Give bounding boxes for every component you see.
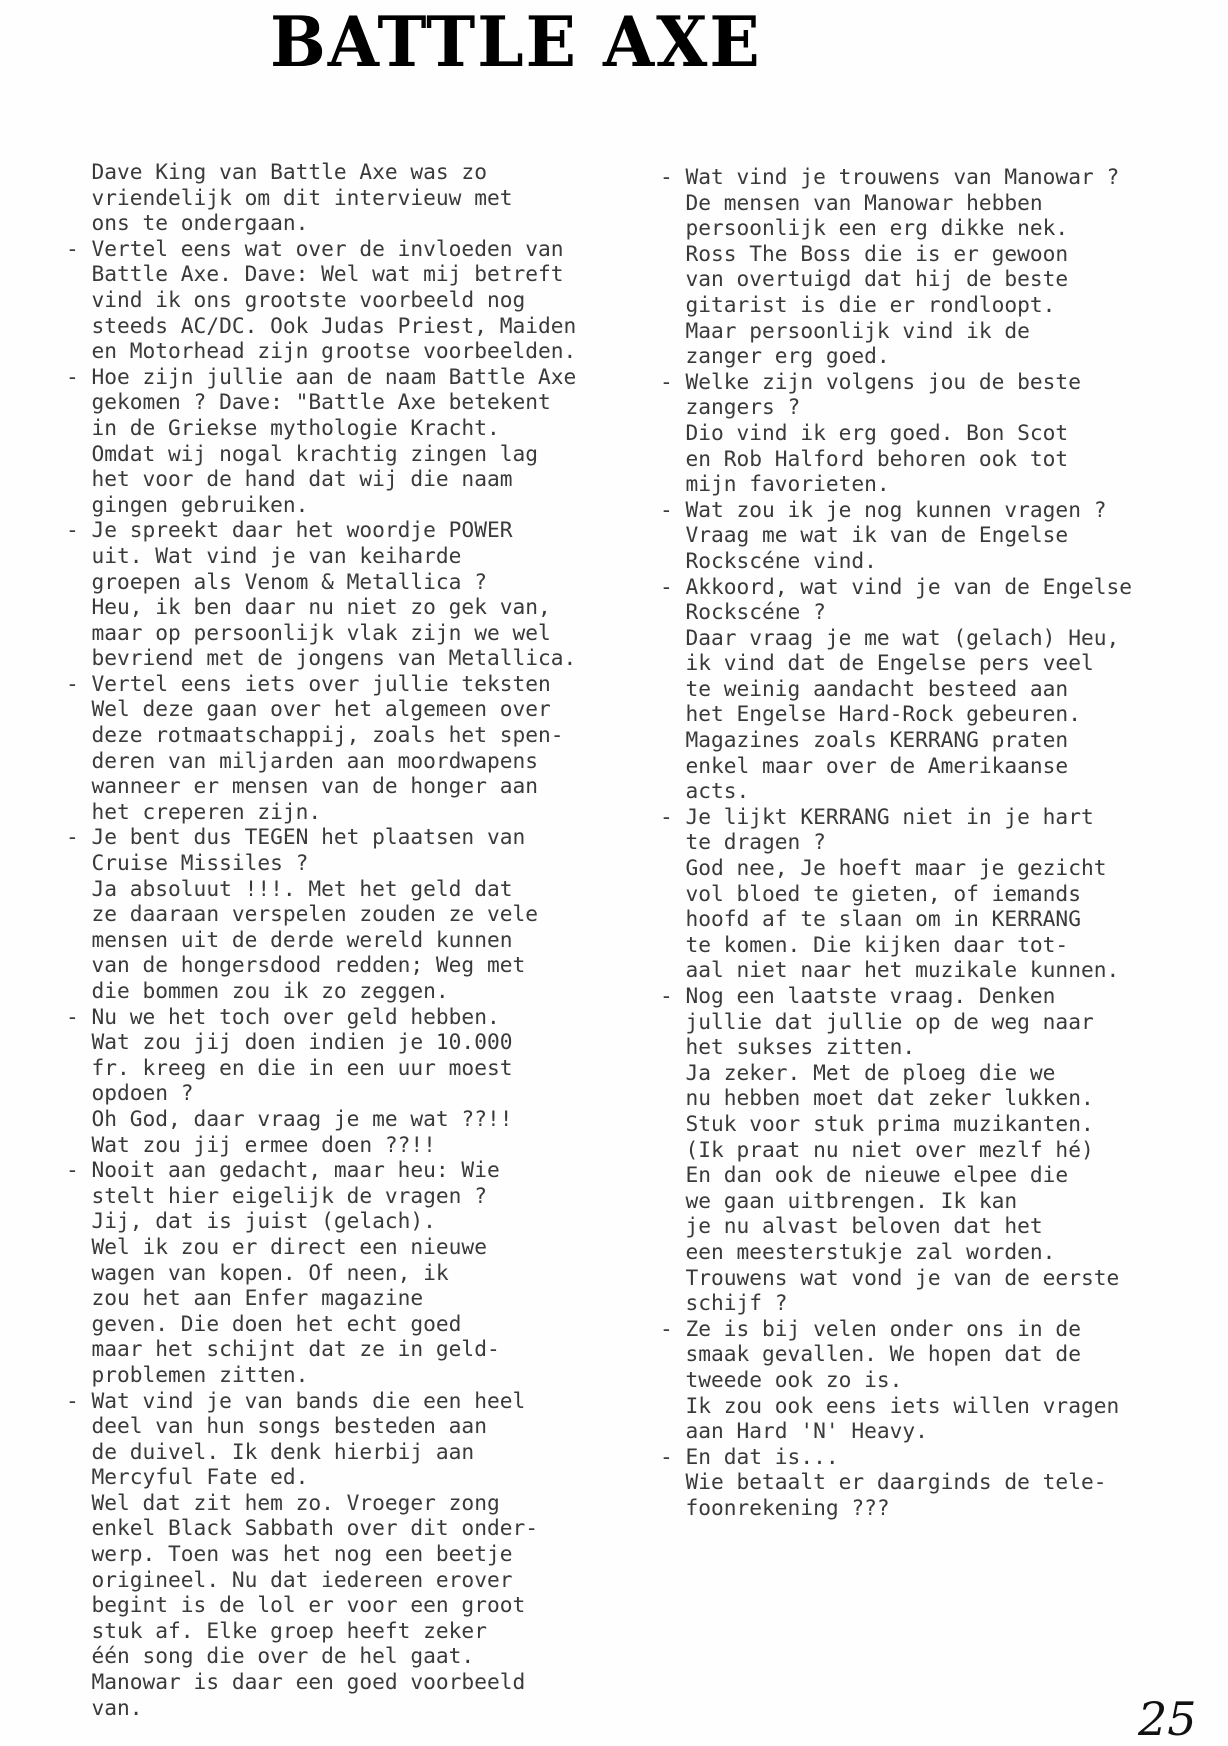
text-line: Battle Axe. Dave: Wel wat mij betreft bbox=[66, 261, 564, 287]
right-column-text bbox=[660, 164, 1220, 1520]
text-line: vriendelijk om dit intervieuw met bbox=[66, 184, 513, 210]
text-line: maar het schijnt dat ze in geld- bbox=[66, 1336, 500, 1362]
text-line: - Hoe zijn jullie aan de naam Battle Axe bbox=[66, 363, 577, 389]
text-line: bevriend met de jongens van Metallica. bbox=[66, 645, 577, 671]
text-line: wanneer er mensen van de honger aan bbox=[66, 773, 538, 799]
text-line: aan Hard 'N' Heavy. bbox=[660, 1418, 928, 1444]
text-line: schijf ? bbox=[660, 1290, 788, 1316]
text-line: steeds AC/DC. Ook Judas Priest, Maiden bbox=[66, 312, 577, 338]
text-line: foonrekening ??? bbox=[660, 1494, 890, 1520]
text-line: - Nog een laatste vraag. Denken bbox=[660, 983, 1056, 1008]
text-line: deren van miljarden aan moordwapens bbox=[66, 747, 538, 773]
text-line: - Je bent dus TEGEN het plaatsen van bbox=[66, 824, 526, 850]
text-line: - Nu we het toch over geld hebben. bbox=[66, 1003, 500, 1029]
text-line: Wat zou jij doen indien je 10.000 bbox=[66, 1029, 513, 1055]
text-line: opdoen ? bbox=[66, 1080, 194, 1106]
text-line: enkel Black Sabbath over dit onder- bbox=[66, 1515, 538, 1541]
text-line: groepen als Venom & Metallica ? bbox=[66, 568, 487, 594]
text-line: Ross The Boss die is er gewoon bbox=[660, 240, 1069, 266]
text-line: jullie dat jullie op de weg naar bbox=[660, 1008, 1094, 1034]
text-line: een meesterstukje zal worden. bbox=[660, 1238, 1056, 1264]
text-line: werp. Toen was het nog een beetje bbox=[66, 1541, 513, 1567]
text-line: - Vertel eens iets over jullie teksten bbox=[66, 670, 551, 696]
text-line: - Je spreekt daar het woordje POWER bbox=[66, 517, 513, 543]
text-line: origineel. Nu dat iedereen erover bbox=[66, 1566, 513, 1592]
text-line: God nee, Je hoeft maar je gezicht bbox=[660, 855, 1107, 881]
text-line: persoonlijk een erg dikke nek. bbox=[660, 215, 1069, 241]
text-line: Vraag me wat ik van de Engelse bbox=[660, 522, 1069, 548]
text-line: ons te ondergaan. bbox=[66, 210, 309, 236]
text-line: maar op persoonlijk vlak zijn we wel bbox=[66, 619, 551, 645]
text-line: te komen. Die kijken daar tot- bbox=[660, 931, 1069, 957]
text-line: - Akkoord, wat vind je van de Engelse bbox=[660, 573, 1132, 599]
text-line: Daar vraag je me wat (gelach) Heu, bbox=[660, 624, 1120, 650]
text-line: Mercyful Fate ed. bbox=[66, 1464, 309, 1490]
text-line: gekomen ? Dave: "Battle Axe betekent bbox=[66, 389, 551, 415]
text-line: nu hebben moet dat zeker lukken. bbox=[660, 1085, 1094, 1111]
text-line: de duivel. Ik denk hierbij aan bbox=[66, 1438, 475, 1464]
text-line: Jij, dat is juist (gelach). bbox=[66, 1208, 436, 1234]
page-number: 25 bbox=[1138, 1692, 1197, 1746]
text-line: Cruise Missiles ? bbox=[66, 850, 309, 876]
text-line: Rockscéne ? bbox=[660, 599, 826, 625]
text-line: zangers ? bbox=[660, 394, 801, 420]
text-line: Manowar is daar een goed voorbeeld bbox=[66, 1669, 526, 1695]
text-line: Trouwens wat vond je van de eerste bbox=[660, 1264, 1120, 1290]
text-line: - Je lijkt KERRANG niet in je hart bbox=[660, 803, 1094, 829]
text-line: ik vind dat de Engelse pers veel bbox=[660, 650, 1094, 676]
text-line: Ja absoluut !!!. Met het geld dat bbox=[66, 875, 513, 901]
text-line: Wie betaalt er daarginds de tele- bbox=[660, 1469, 1107, 1495]
text-line: Oh God, daar vraag je me wat ??!! bbox=[66, 1105, 513, 1131]
text-line: wagen van kopen. Of neen, ik bbox=[66, 1259, 449, 1285]
text-line: deze rotmaatschappij, zoals het spen- bbox=[66, 722, 564, 748]
text-line: - Ze is bij velen onder ons in de bbox=[660, 1315, 1081, 1341]
text-line: van. bbox=[66, 1694, 143, 1720]
text-line: en Rob Halford behoren ook tot bbox=[660, 445, 1069, 471]
text-line: en Motorhead zijn grootse voorbeelden. bbox=[66, 338, 577, 364]
text-line: Omdat wij nogal krachtig zingen lag bbox=[66, 440, 538, 466]
text-line: mensen uit de derde wereld kunnen bbox=[66, 926, 513, 952]
text-line: stuk af. Elke groep heeft zeker bbox=[66, 1617, 487, 1643]
text-line: uit. Wat vind je van keiharde bbox=[66, 542, 462, 568]
text-line: te weinig aandacht besteed aan bbox=[660, 675, 1069, 701]
text-line: acts. bbox=[660, 778, 750, 804]
text-line: van overtuigd dat hij de beste bbox=[660, 266, 1069, 292]
text-line: smaak gevallen. We hopen dat de bbox=[660, 1341, 1081, 1367]
text-line: Stuk voor stuk prima muzikanten. bbox=[660, 1110, 1094, 1136]
text-line: Magazines zoals KERRANG praten bbox=[660, 727, 1069, 753]
text-line: in de Griekse mythologie Kracht. bbox=[66, 414, 500, 440]
text-line: - Wat zou ik je nog kunnen vragen ? bbox=[660, 496, 1107, 522]
text-line: deel van hun songs besteden aan bbox=[66, 1413, 487, 1439]
text-line: vind ik ons grootste voorbeeld nog bbox=[66, 286, 526, 312]
text-line: het creperen zijn. bbox=[66, 798, 322, 824]
text-line: - Vertel eens wat over de invloeden van bbox=[66, 235, 564, 261]
text-line: gingen gebruiken. bbox=[66, 491, 309, 517]
text-line: die bommen zou ik zo zeggen. bbox=[66, 978, 449, 1003]
text-line: stelt hier eigelijk de vragen ? bbox=[66, 1182, 487, 1208]
text-line: begint is de lol er voor een groot bbox=[66, 1592, 526, 1618]
text-line: - Welke zijn volgens jou de beste bbox=[660, 368, 1081, 394]
left-column-text bbox=[66, 159, 706, 1720]
text-line: problemen zitten. bbox=[66, 1361, 309, 1387]
text-line: - Wat vind je van bands die een heel bbox=[66, 1387, 526, 1413]
text-line: zanger erg goed. bbox=[660, 343, 890, 369]
text-line: - En dat is... bbox=[660, 1443, 839, 1469]
text-line: De mensen van Manowar hebben bbox=[660, 189, 1043, 215]
text-line: Maar persoonlijk vind ik de bbox=[660, 317, 1030, 343]
text-line: fr. kreeg en die in een uur moest bbox=[66, 1054, 513, 1080]
text-line: aal niet naar het muzikale kunnen. bbox=[660, 957, 1120, 983]
text-line: Wel dat zit hem zo. Vroeger zong bbox=[66, 1489, 500, 1515]
text-line: - Nooit aan gedacht, maar heu: Wie bbox=[66, 1157, 500, 1183]
text-line: Dio vind ik erg goed. Bon Scot bbox=[660, 419, 1069, 445]
text-line: Heu, ik ben daar nu niet zo gek van, bbox=[66, 594, 551, 620]
text-line: (Ik praat nu niet over mezlf hé) bbox=[660, 1136, 1094, 1162]
text-line: het Engelse Hard-Rock gebeuren. bbox=[660, 701, 1081, 727]
text-line: van de hongersdood redden; Weg met bbox=[66, 952, 526, 978]
text-line: het voor de hand dat wij die naam bbox=[66, 466, 513, 492]
text-line: Ik zou ook eens iets willen vragen bbox=[660, 1392, 1120, 1418]
text-line: één song die over de hel gaat. bbox=[66, 1643, 475, 1669]
masthead-title: BATTLE AXE bbox=[270, 1, 762, 83]
text-line: hoofd af te slaan om in KERRANG bbox=[660, 906, 1081, 932]
text-line: we gaan uitbrengen. Ik kan bbox=[660, 1187, 1018, 1213]
text-line: Rockscéne vind. bbox=[660, 547, 877, 573]
text-line: zou het aan Enfer magazine bbox=[66, 1285, 424, 1311]
text-line: ze daaraan verspelen zouden ze vele bbox=[66, 901, 538, 927]
text-line: vol bloed te gieten, of iemands bbox=[660, 880, 1081, 906]
text-line: enkel maar over de Amerikaanse bbox=[660, 752, 1069, 778]
text-line: het sukses zitten. bbox=[660, 1034, 916, 1060]
text-line: mijn favorieten. bbox=[660, 471, 890, 497]
text-line: tweede ook zo is. bbox=[660, 1366, 903, 1392]
text-line: geven. Die doen het echt goed bbox=[66, 1310, 462, 1336]
text-line: Ja zeker. Met de ploeg die we bbox=[660, 1059, 1056, 1085]
text-line: Dave King van Battle Axe was zo bbox=[66, 159, 487, 184]
text-line: En dan ook de nieuwe elpee die bbox=[660, 1162, 1069, 1188]
text-line: - Wat vind je trouwens van Manowar ? bbox=[660, 164, 1120, 189]
text-line: Wel ik zou er direct een nieuwe bbox=[66, 1233, 487, 1259]
text-line: gitarist is die er rondloopt. bbox=[660, 291, 1056, 317]
text-line: te dragen ? bbox=[660, 829, 826, 855]
text-line: je nu alvast beloven dat het bbox=[660, 1213, 1043, 1239]
text-line: Wel deze gaan over het algemeen over bbox=[66, 696, 551, 722]
text-line: Wat zou jij ermee doen ??!! bbox=[66, 1131, 436, 1157]
